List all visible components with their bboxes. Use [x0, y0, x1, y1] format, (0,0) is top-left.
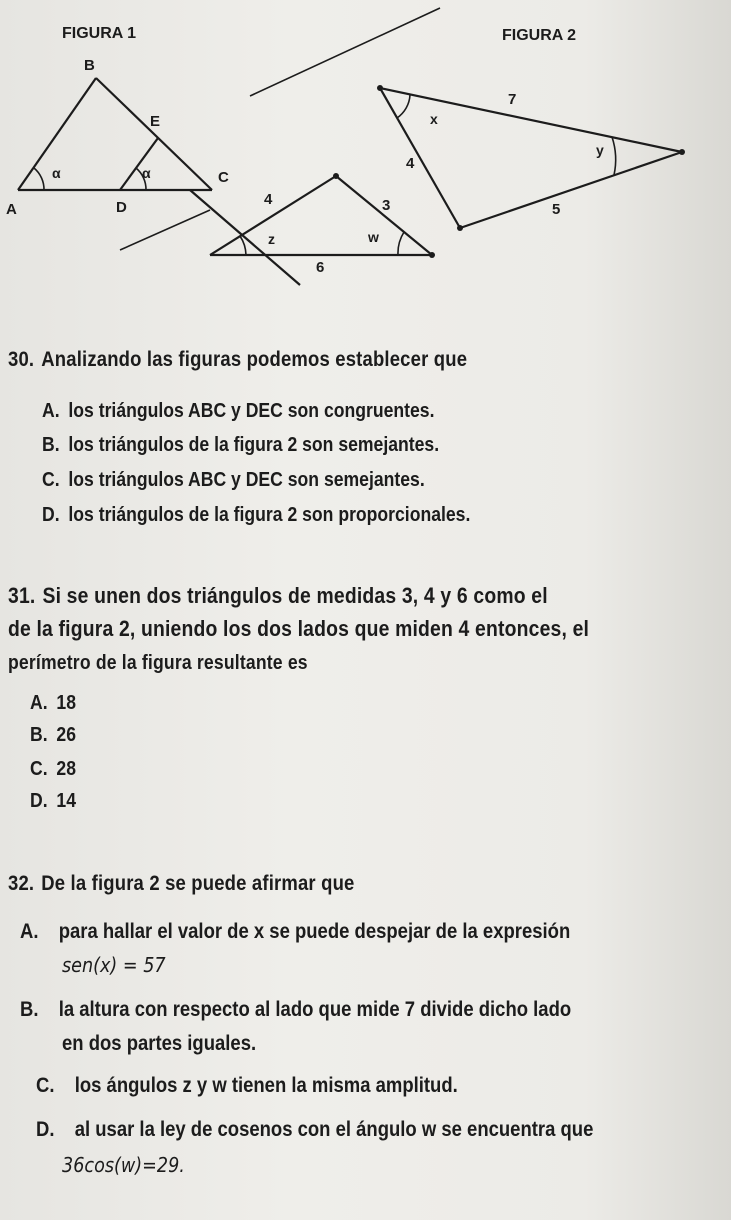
- question-32: [8, 870, 637, 897]
- q32-option-b-line2: en dos partes iguales.: [62, 1032, 257, 1055]
- option-letter: D.: [30, 790, 48, 812]
- vertex-C-label: C: [218, 169, 229, 186]
- side-6-small-label: 6: [316, 259, 325, 276]
- q32-option-d-math: [62, 1152, 185, 1180]
- q32-option-b[interactable]: [20, 996, 571, 1023]
- question-text-line1: Si se unen dos triángulos de medidas 3, 4 y 6 como el: [42, 583, 548, 608]
- side-5-label: 5: [552, 201, 561, 218]
- option-letter: C.: [42, 469, 60, 491]
- q30-option-c[interactable]: [42, 467, 425, 494]
- q31-option-a[interactable]: [30, 690, 76, 717]
- q32-option-a-math: [62, 952, 166, 980]
- angle-w-label: w: [368, 229, 379, 245]
- angle-y-label: y: [596, 142, 604, 158]
- option-text: los ángulos z y w tienen la misma amplitud.: [74, 1074, 458, 1097]
- side-4-small-label: 4: [264, 191, 273, 208]
- question-31-line3: perímetro de la figura resultante es: [8, 652, 308, 674]
- option-text: al usar la ley de cosenos con el ángulo w se encuentra que: [74, 1118, 594, 1141]
- question-number: 32.: [8, 872, 35, 895]
- question-30: [8, 346, 637, 373]
- side-4: [380, 88, 460, 228]
- q30-option-a[interactable]: [42, 398, 434, 425]
- angle-alpha-D: α: [142, 165, 151, 181]
- question-number: 31.: [8, 583, 36, 608]
- q31-option-d[interactable]: [30, 788, 76, 815]
- option-text: los triángulos de la figura 2 son proporcionales.: [68, 504, 471, 526]
- vertex-dot: [457, 225, 463, 231]
- math-expression: 36cos(w)=29.: [62, 1153, 185, 1177]
- side-4-label: 4: [406, 155, 415, 172]
- option-letter: A.: [20, 920, 39, 943]
- question-31-line2: de la figura 2, uniendo los dos lados que miden 4 entonces, el: [8, 616, 590, 641]
- side-3-small: [336, 176, 432, 255]
- option-text: para hallar el valor de x se puede despejar de la expresión: [58, 920, 571, 943]
- option-letter: B.: [30, 724, 48, 746]
- side-7-label: 7: [508, 91, 517, 108]
- option-letter: A.: [42, 400, 60, 422]
- option-letter: D.: [42, 504, 60, 526]
- option-text: los triángulos ABC y DEC son semejantes.: [68, 469, 425, 491]
- question-number: 30.: [8, 348, 35, 371]
- option-letter: B.: [42, 434, 60, 456]
- side-5: [460, 152, 682, 228]
- option-text: los triángulos de la figura 2 son semejantes.: [68, 434, 440, 456]
- side-3-small-label: 3: [382, 197, 391, 214]
- figura2-title: FIGURA 2: [502, 27, 577, 44]
- question-text: De la figura 2 se puede afirmar que: [41, 872, 355, 895]
- option-text: 14: [56, 790, 76, 812]
- figura1-title: FIGURA 1: [62, 25, 137, 42]
- figures-divider: [250, 8, 440, 96]
- side-7: [380, 88, 682, 152]
- vertex-dot: [429, 252, 435, 258]
- vertex-B-label: B: [84, 57, 95, 74]
- option-text: los triángulos ABC y DEC son congruentes.: [68, 400, 435, 422]
- q31-option-b[interactable]: [30, 722, 76, 749]
- q30-option-b[interactable]: [42, 432, 439, 459]
- option-letter: A.: [30, 692, 48, 714]
- side-BC: [96, 78, 212, 190]
- vertex-dot: [679, 149, 685, 155]
- math-expression: sen(x) = 57: [62, 953, 166, 977]
- vertex-D-label: D: [116, 199, 127, 216]
- figura2-big-triangle: [380, 88, 682, 228]
- angle-w-arc: [398, 232, 404, 255]
- figures-area: [0, 0, 731, 290]
- option-text: 18: [56, 692, 76, 714]
- option-text: 28: [56, 758, 76, 780]
- vertex-A-label: A: [6, 201, 17, 218]
- figura2-small-triangle: [120, 176, 432, 255]
- angle-z-label: z: [268, 231, 275, 247]
- angle-x-label: x: [430, 111, 438, 127]
- angle-y-arc: [612, 137, 616, 175]
- option-letter: D.: [36, 1118, 55, 1141]
- question-31: [8, 582, 637, 609]
- figure-border-line: [190, 190, 300, 285]
- vertex-E-label: E: [150, 113, 161, 130]
- vertex-dot: [377, 85, 383, 91]
- q32-option-c[interactable]: [36, 1072, 458, 1099]
- option-text: 26: [56, 724, 76, 746]
- q31-option-c[interactable]: [30, 756, 76, 783]
- q32-option-a[interactable]: [20, 918, 570, 945]
- option-letter: C.: [30, 758, 48, 780]
- vertex-dot: [333, 173, 339, 179]
- angle-alpha-A: α: [52, 165, 61, 181]
- angle-A-arc: [34, 168, 44, 190]
- figure-border-line: [120, 210, 210, 250]
- angle-x-arc: [397, 95, 410, 118]
- option-letter: B.: [20, 998, 39, 1021]
- option-text: la altura con respecto al lado que mide 7 divide dicho lado: [58, 998, 572, 1021]
- q30-option-d[interactable]: [42, 502, 470, 529]
- option-letter: C.: [36, 1074, 55, 1097]
- geometry-figures: [0, 0, 731, 290]
- side-DE: [120, 138, 158, 190]
- q32-option-d[interactable]: [36, 1116, 593, 1143]
- question-text: Analizando las figuras podemos establecer que: [41, 348, 468, 371]
